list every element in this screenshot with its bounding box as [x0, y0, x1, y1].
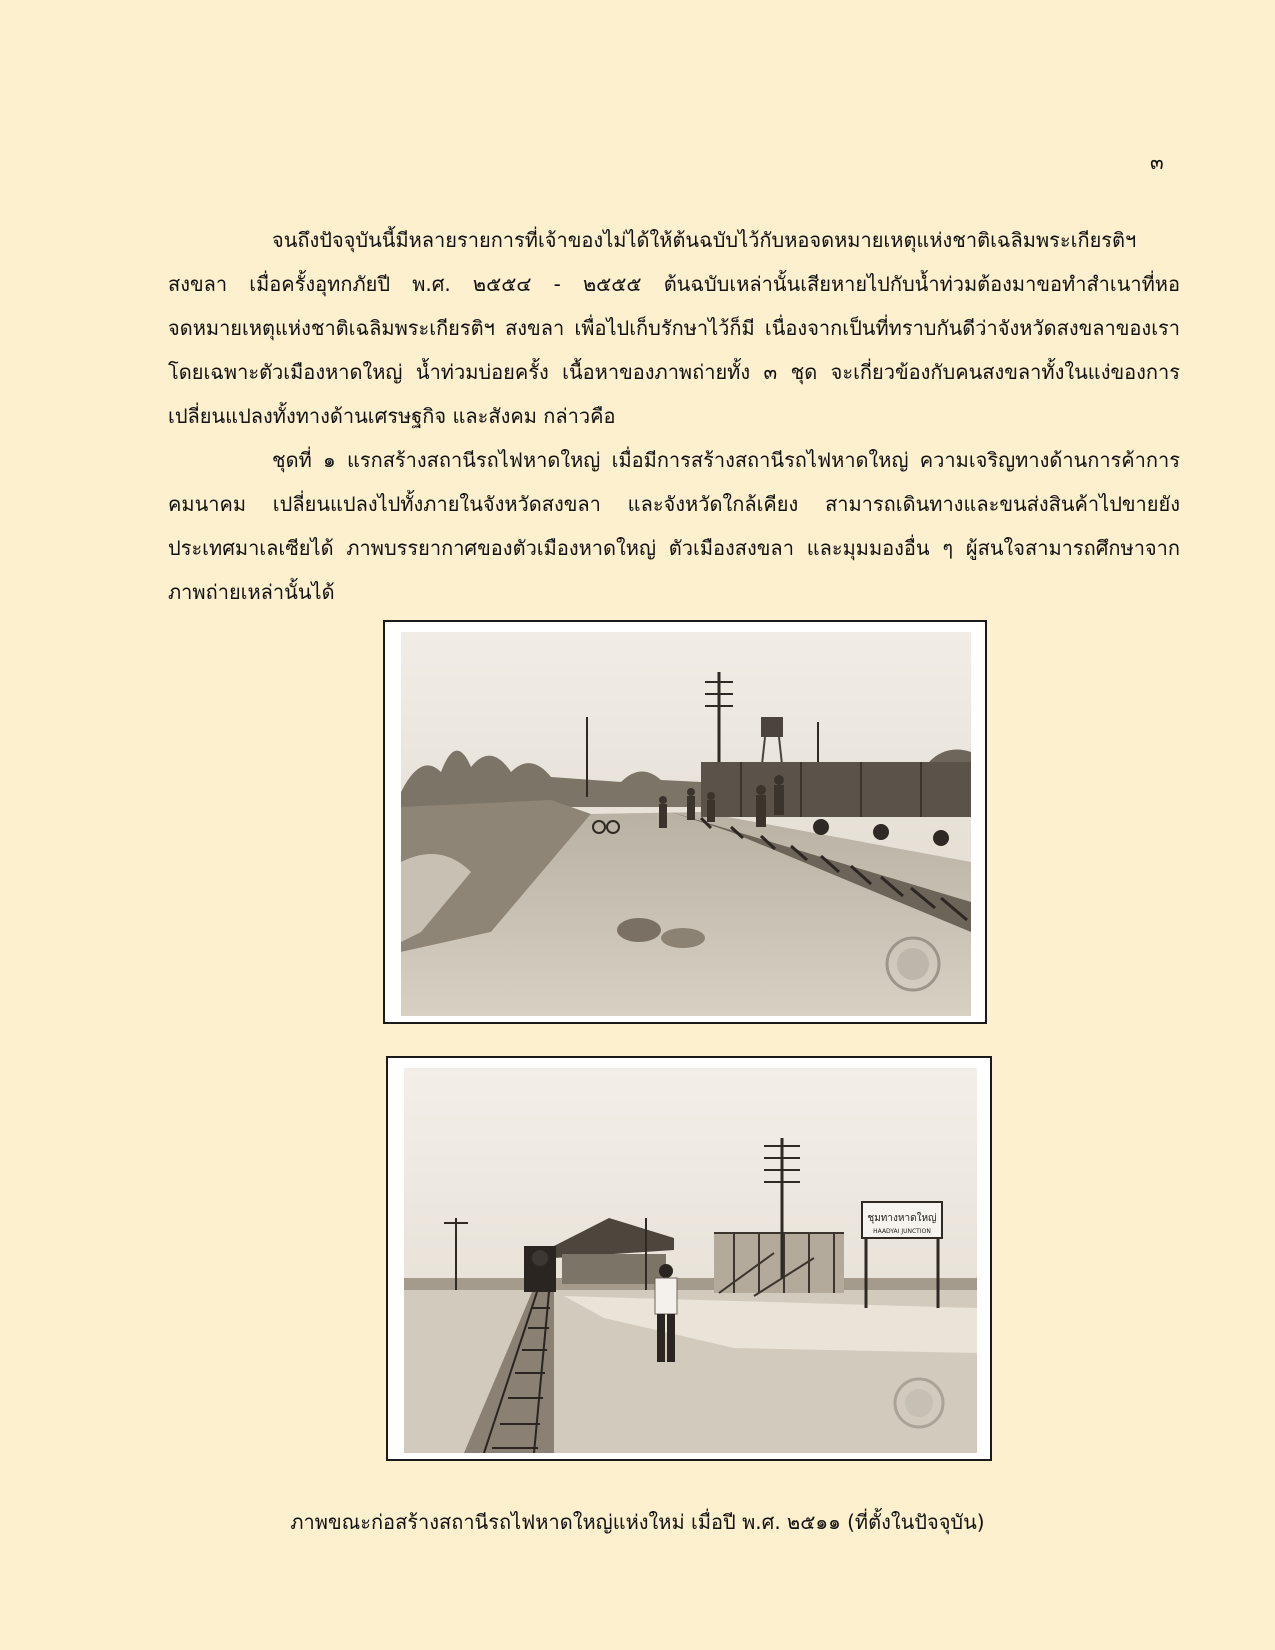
body-text [168, 218, 1180, 614]
photo-haadyai-junction [386, 1056, 992, 1461]
paragraph-set-one: ชุดที่ ๑ แรกสร้างสถานีรถไฟหาดใหญ่ เมื่อมีการสร้างสถานีรถไฟหาดใหญ่ ความเจริญทางด้านการค้าการคมนาคม เปลี่ยนแปลงไปทั้งภายในจังหวัดสงขลา และจังหวัดใกล้เคียง สามารถเดินทางและขนส่งสินค้าไปขายยังประเทศมาเลเซียได้ ภาพบรรยากาศของตัวเมืองหาดใหญ่ ตัวเมืองสงขลา และมุมมองอื่น ๆ ผู้สนใจสามารถศึกษาจากภาพถ่ายเหล่านั้นได้ [168, 448, 1180, 604]
haadyai-junction-photo-image [404, 1068, 977, 1453]
railway-construction-photo-image [401, 632, 971, 1016]
photo-caption: ภาพขณะก่อสร้างสถานีรถไฟหาดใหญ่แห่งใหม่ เมื่อปี พ.ศ. ๒๕๑๑ (ที่ตั้งในปัจจุบัน) [290, 1510, 985, 1534]
page-number: ๓ [1150, 150, 1164, 174]
photo-railway-construction [383, 620, 987, 1024]
station-sign-thai: ชุมทางหาดใหญ่ [867, 1213, 937, 1224]
paragraph-intro: จนถึงปัจจุบันนี้มีหลายรายการที่เจ้าของไม่ได้ให้ต้นฉบับไว้กับหอจดหมายเหตุแห่งชาติเฉลิมพระเกียรติฯ สงขลา เมื่อครั้งอุทกภัยปี พ.ศ. ๒๕๕๔ - ๒๕๕๕ ต้นฉบับเหล่านั้นเสียหายไปกับน้ำท่วมต้องมาขอทำสำเนาที่หอจดหมายเหตุแห่งชาติเฉลิมพระเกียรติฯ สงขลา เพื่อไปเก็บรักษาไว้ก็มี เนื่องจากเป็นที่ทราบกันดีว่าจังหวัดสงขลาของเราโดยเฉพาะตัวเมืองหาดใหญ่ น้ำท่วมบ่อยครั้ง เนื้อหาของภาพถ่ายทั้ง ๓ ชุด จะเกี่ยวข้องกับคนสงขลาทั้งในแง่ของการเปลี่ยนแปลงทั้งทางด้านเศรษฐกิจ และสังคม กล่าวคือ [168, 228, 1180, 428]
station-sign-english: HAADYAI JUNCTION [873, 1228, 931, 1235]
